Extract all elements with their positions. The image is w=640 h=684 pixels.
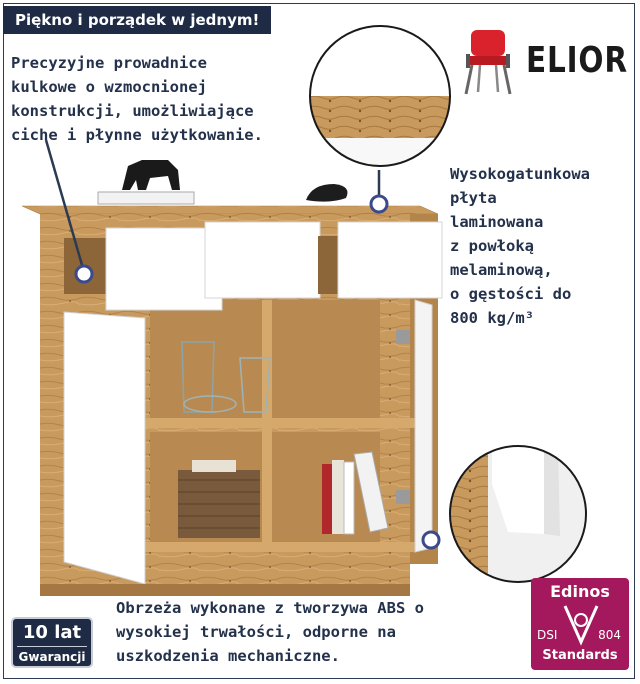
marker-drawer bbox=[76, 266, 92, 282]
warranty-years: 10 lat bbox=[22, 622, 82, 643]
feature-line: 800 kg/m³ bbox=[450, 309, 534, 327]
feature-line: o gęstości do bbox=[450, 285, 572, 303]
certificate-left-code: DSI bbox=[537, 628, 558, 642]
feature-line: wysokiej trwałości, odporne na bbox=[116, 623, 396, 641]
certificate-brand: Edinos bbox=[550, 582, 610, 601]
feature-line: kulkowe o wzmocnionej bbox=[11, 78, 207, 96]
feature-line: uszkodzenia mechaniczne. bbox=[116, 647, 340, 665]
title-banner: Piękno i porządek w jednym! bbox=[3, 6, 271, 34]
warranty-label: Gwarancji bbox=[17, 646, 87, 665]
marker-top bbox=[371, 196, 387, 212]
feature-line: Precyzyjne prowadnice bbox=[11, 54, 207, 72]
feature-line: płyta bbox=[450, 189, 497, 207]
door-left bbox=[64, 312, 145, 584]
warranty-badge bbox=[11, 617, 93, 668]
brand-logo-text: ELIOR bbox=[526, 40, 628, 81]
feature-line: Obrzeża wykonane z tworzywa ABS o bbox=[116, 599, 424, 617]
feature-line: Wysokogatunkowa bbox=[450, 165, 590, 183]
drawer-middle bbox=[205, 222, 320, 298]
marker-door-edge bbox=[423, 532, 439, 548]
edinos-certificate-badge bbox=[531, 578, 629, 670]
door-right bbox=[415, 300, 432, 552]
certificate-right-code: 804 bbox=[598, 628, 621, 642]
feature-line: z powłoką bbox=[450, 237, 534, 255]
certificate-emblem-icon bbox=[561, 602, 601, 646]
certificate-label: Standards bbox=[542, 648, 618, 663]
zoom-circle-edge bbox=[448, 444, 588, 584]
feature-line: ciche i płynne użytkowanie. bbox=[11, 126, 263, 144]
feature-line: melaminową, bbox=[450, 261, 553, 279]
feature-line: laminowana bbox=[450, 213, 544, 231]
feature-line: konstrukcji, umożliwiające bbox=[11, 102, 254, 120]
zoom-circle-top bbox=[308, 24, 452, 168]
